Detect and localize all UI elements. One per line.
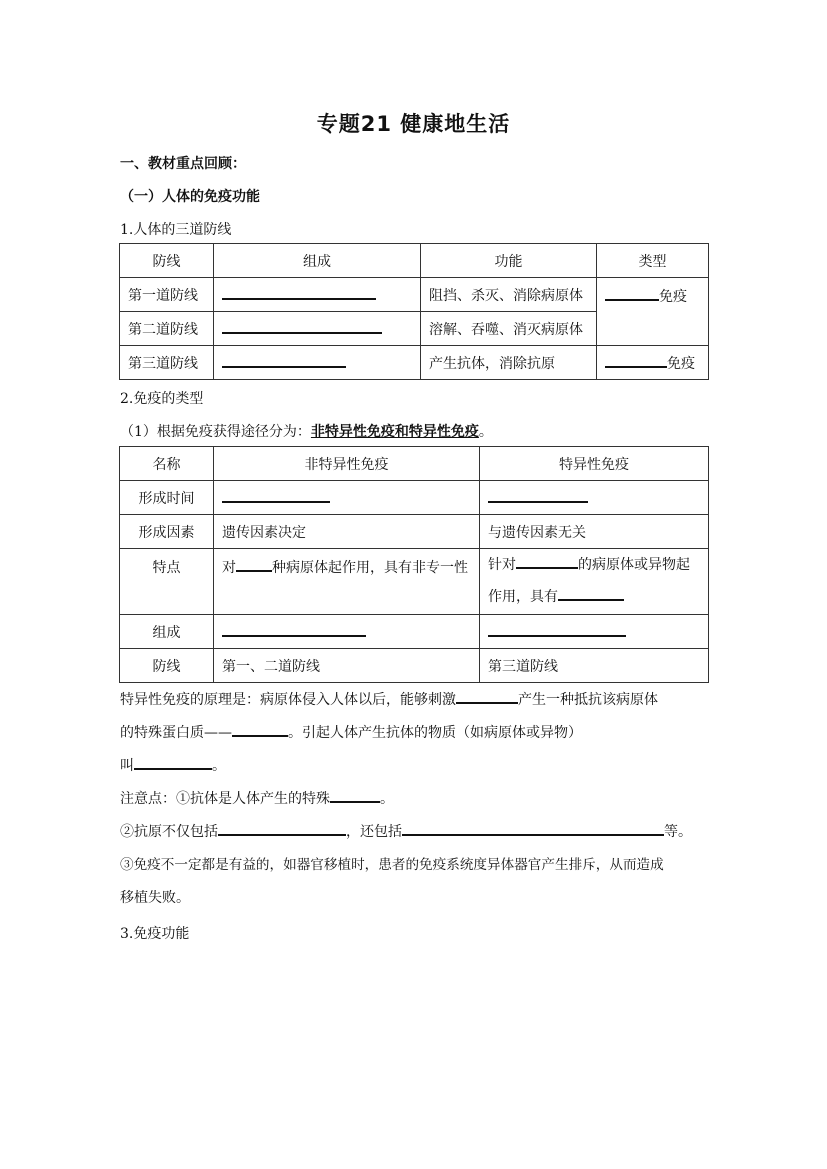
answer-blank[interactable] <box>605 354 667 368</box>
cell-text: 种病原体起作用，具有非专一性 <box>272 560 468 576</box>
answer-blank[interactable] <box>222 623 366 637</box>
note-line: 移植失败。 <box>120 890 190 906</box>
text-span: ，还包括 <box>346 824 402 840</box>
answer-blank[interactable] <box>218 822 346 836</box>
table-row <box>120 615 709 649</box>
note-line <box>120 783 706 816</box>
table-cell: 形成因素 <box>120 515 214 549</box>
table-row <box>120 346 709 380</box>
table-cell <box>214 615 480 649</box>
table-header-cell: 组成 <box>214 244 421 278</box>
text-span: 。 <box>380 791 394 807</box>
subsection-heading: （一）人体的免疫功能 <box>120 189 260 205</box>
answer-blank[interactable] <box>222 489 330 503</box>
table-cell: 第一、二道防线 <box>214 649 480 683</box>
table-cell <box>480 481 709 515</box>
table-cell <box>214 278 421 312</box>
item-heading-immunity-types: 2.免疫的类型 <box>120 391 204 407</box>
type-label: 免疫 <box>659 289 687 305</box>
table-cell <box>214 549 480 615</box>
table-row <box>120 481 709 515</box>
notes-block <box>120 783 706 915</box>
table-row <box>120 515 709 549</box>
table-cell: 阻挡、杀灭、消除病原体 <box>421 278 597 312</box>
cell-text: 针对 <box>488 557 516 573</box>
answer-blank[interactable] <box>558 587 624 601</box>
table-row <box>120 278 709 312</box>
defense-lines-table <box>119 243 709 380</box>
sentence-suffix: 。 <box>478 424 493 440</box>
table-cell: 防线 <box>120 649 214 683</box>
table-header-cell: 非特异性免疫 <box>214 447 480 481</box>
sentence-prefix: （1）根据免疫获得途径分为： <box>120 424 311 440</box>
table-header-cell: 功能 <box>421 244 597 278</box>
table-cell: 第三道防线 <box>480 649 709 683</box>
text-line <box>120 750 706 783</box>
table-cell <box>597 278 709 346</box>
table-cell: 第三道防线 <box>120 346 214 380</box>
answer-blank[interactable] <box>488 623 626 637</box>
text-span: 注意点：①抗体是人体产生的特殊 <box>120 791 330 807</box>
text-span: 叫 <box>120 758 134 774</box>
table-cell: 产生抗体，消除抗原 <box>421 346 597 380</box>
table-cell: 与遗传因素无关 <box>480 515 709 549</box>
table-cell <box>214 312 421 346</box>
note-line: ③免疫不一定都是有益的，如器官移植时，患者的免疫系统度异体器官产生排斥，从而造成 <box>120 857 664 873</box>
answer-blank[interactable] <box>605 287 659 301</box>
answer-blank[interactable] <box>456 690 518 704</box>
text-span: 。引起人体产生抗体的物质（如病原体或异物） <box>288 725 582 741</box>
answer-blank[interactable] <box>232 723 288 737</box>
table-cell <box>214 346 421 380</box>
classification-sentence <box>120 421 493 441</box>
text-span: 等。 <box>664 824 692 840</box>
table-header-cell: 类型 <box>597 244 709 278</box>
cell-text: 对 <box>222 560 236 576</box>
cell-text: 的病原体或异物起 <box>578 557 690 573</box>
answer-blank[interactable] <box>516 555 578 569</box>
text-line <box>120 717 706 750</box>
emphasized-text: 非特异性免疫和特异性免疫 <box>310 424 479 440</box>
immunity-types-table <box>119 446 709 683</box>
answer-blank[interactable] <box>222 320 382 334</box>
table-header-row <box>120 244 709 278</box>
table-cell: 溶解、吞噬、消灭病原体 <box>421 312 597 346</box>
table-header-cell: 防线 <box>120 244 214 278</box>
table-cell <box>214 481 480 515</box>
table-cell <box>480 549 709 615</box>
table-header-cell: 特异性免疫 <box>480 447 709 481</box>
answer-blank[interactable] <box>222 354 346 368</box>
answer-blank[interactable] <box>134 756 212 770</box>
table-cell: 特点 <box>120 549 214 615</box>
answer-blank[interactable] <box>236 558 272 572</box>
table-row <box>120 649 709 683</box>
page-title: 专题21 健康地生活 <box>316 112 511 136</box>
item-heading-defense-lines: 1.人体的三道防线 <box>120 222 232 238</box>
text-span: 。 <box>212 758 226 774</box>
table-row <box>120 549 709 615</box>
item-heading-immune-functions: 3.免疫功能 <box>120 926 190 942</box>
table-cell: 形成时间 <box>120 481 214 515</box>
answer-blank[interactable] <box>402 822 664 836</box>
table-header-row <box>120 447 709 481</box>
text-line <box>120 684 706 717</box>
section-heading: 一、教材重点回顾： <box>120 156 246 172</box>
table-cell <box>480 615 709 649</box>
table-cell: 遗传因素决定 <box>214 515 480 549</box>
table-cell <box>597 346 709 380</box>
table-cell: 第一道防线 <box>120 278 214 312</box>
text-span: 的特殊蛋白质—— <box>120 725 232 741</box>
text-span: 特异性免疫的原理是：病原体侵入人体以后，能够刺激 <box>120 692 456 708</box>
answer-blank[interactable] <box>222 286 376 300</box>
type-label: 免疫 <box>667 355 695 372</box>
table-cell: 第二道防线 <box>120 312 214 346</box>
answer-blank[interactable] <box>488 489 588 503</box>
note-line <box>120 816 706 849</box>
text-span: 产生一种抵抗该病原体 <box>518 692 658 708</box>
table-cell: 组成 <box>120 615 214 649</box>
cell-text: 作用，具有 <box>488 589 558 605</box>
answer-blank[interactable] <box>330 789 380 803</box>
principle-paragraph <box>120 684 706 783</box>
table-header-cell: 名称 <box>120 447 214 481</box>
text-span: ②抗原不仅包括 <box>120 824 218 840</box>
